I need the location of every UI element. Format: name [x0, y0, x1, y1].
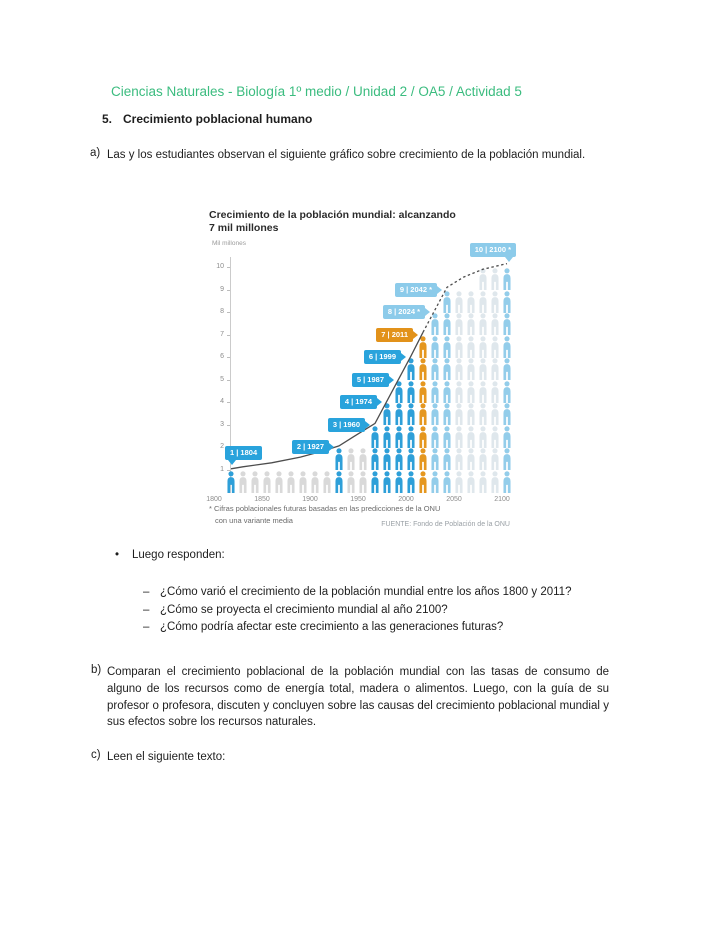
background-person-icon [478, 358, 488, 380]
item-a-label: a) [90, 147, 101, 159]
background-person-icon [358, 448, 368, 470]
background-person-icon [454, 291, 464, 313]
milestone-person-icon-2024 [430, 403, 440, 425]
item-b-label: b) [91, 664, 102, 676]
bubble-tip [413, 331, 418, 339]
milestone-person-icon-2100 [502, 358, 512, 380]
milestone-person-icon-1999 [406, 471, 416, 493]
page-title: Ciencias Naturales - Biología 1º medio / Unidad 2 / OA5 / Actividad 5 [111, 84, 522, 99]
y-tick-mark [227, 335, 230, 336]
milestone-person-icon-2100 [502, 403, 512, 425]
bubble-tip [377, 398, 382, 406]
milestone-person-icon-1987 [394, 426, 404, 448]
background-person-icon [478, 448, 488, 470]
background-person-icon [454, 471, 464, 493]
milestone-person-icon-1987 [394, 381, 404, 403]
milestone-person-icon-2011 [418, 448, 428, 470]
milestone-bubble-2011: 7 | 2011 [376, 328, 413, 342]
background-person-icon [466, 313, 476, 335]
y-tick-mark [227, 312, 230, 313]
milestone-person-icon-2100 [502, 381, 512, 403]
milestone-person-icon-1960 [370, 471, 380, 493]
bubble-tip [329, 443, 334, 451]
bubble-tip [228, 460, 236, 465]
y-tick-mark [227, 267, 230, 268]
milestone-person-icon-2024 [430, 336, 440, 358]
background-person-icon [346, 471, 356, 493]
background-person-icon [466, 358, 476, 380]
milestone-person-icon-1999 [406, 426, 416, 448]
bullet-text: Luego responden: [132, 549, 225, 561]
y-tick-label: 9 [220, 285, 224, 293]
milestone-bubble-1974: 4 | 1974 [340, 395, 377, 409]
chart-footnote-line2: con una variante media [215, 516, 293, 525]
milestone-person-icon-1974 [382, 426, 392, 448]
background-person-icon [478, 426, 488, 448]
dash-marker: – [143, 621, 150, 633]
chart-title [209, 209, 456, 234]
item-c-label: c) [91, 749, 101, 761]
background-person-icon [490, 336, 500, 358]
background-person-icon [490, 313, 500, 335]
y-tick-mark [227, 402, 230, 403]
milestone-person-icon-2100 [502, 336, 512, 358]
dash-marker: – [143, 603, 150, 616]
milestone-person-icon-1987 [394, 471, 404, 493]
milestone-person-icon-1974 [382, 403, 392, 425]
x-tick-label: 2100 [494, 496, 510, 503]
background-person-icon [454, 336, 464, 358]
milestone-person-icon-1960 [370, 448, 380, 470]
milestone-person-icon-1974 [382, 448, 392, 470]
question-item [143, 619, 615, 637]
milestone-person-icon-2100 [502, 426, 512, 448]
bubble-tip [389, 376, 394, 384]
activity-title: Crecimiento poblacional humano [123, 112, 313, 126]
y-tick-label: 6 [220, 353, 224, 360]
milestone-person-icon-2042 [442, 448, 452, 470]
background-person-icon [478, 313, 488, 335]
milestone-bubble-1927: 2 | 1927 [292, 440, 329, 454]
y-tick-label: 7 [220, 330, 224, 338]
milestone-person-icon-2042 [442, 313, 452, 335]
y-tick-label: 2 [220, 443, 224, 450]
milestone-person-icon-1927 [334, 448, 344, 470]
milestone-bubble-1987: 5 | 1987 [352, 373, 389, 387]
y-tick-mark [227, 380, 230, 381]
milestone-person-icon-2100 [502, 268, 512, 290]
background-person-icon [274, 471, 284, 493]
background-person-icon [454, 426, 464, 448]
chart-title-line1: Crecimiento de la población mundial: alcanzando [209, 209, 456, 221]
background-person-icon [358, 471, 368, 493]
milestone-bubble-2042: 9 | 2042 * [395, 283, 437, 297]
milestone-person-icon-2011 [418, 426, 428, 448]
milestone-person-icon-1974 [382, 471, 392, 493]
milestone-person-icon-1999 [406, 448, 416, 470]
milestone-person-icon-1987 [394, 448, 404, 470]
milestone-person-icon-2011 [418, 403, 428, 425]
milestone-person-icon-2042 [442, 403, 452, 425]
background-person-icon [250, 471, 260, 493]
item-b-text: Comparan el crecimiento poblacional de la población mundial con las tasas de consumo de alguno de los recursos como de energía total, madera o alimentos. Luego, con la guía de su profesor o profesora, discuten y concluyen sobre las causas del crecimiento poblacional mundial y sus efectos sobre los recursos naturales. [107, 666, 609, 729]
background-person-icon [466, 291, 476, 313]
milestone-person-icon-1960 [370, 426, 380, 448]
milestone-person-icon-2042 [442, 426, 452, 448]
y-tick-label: 1 [220, 465, 224, 473]
background-person-icon [466, 471, 476, 493]
background-person-icon [466, 381, 476, 403]
milestone-person-icon-2011 [418, 381, 428, 403]
milestone-bubble-1804: 1 | 1804 [225, 446, 262, 460]
question-text: ¿Cómo podría afectar este crecimiento a las generaciones futuras? [160, 621, 504, 633]
bubble-tip [437, 286, 442, 294]
milestone-person-icon-1999 [406, 381, 416, 403]
milestone-person-icon-1804 [226, 471, 236, 493]
chart-source: FUENTE: Fondo de Población de la ONU [381, 521, 510, 528]
x-tick-label: 1900 [302, 496, 318, 503]
item-a-text: Las y los estudiantes observan el siguiente gráfico sobre crecimiento de la población mundial. [107, 149, 586, 161]
bubble-tip [401, 353, 406, 361]
background-person-icon [262, 471, 272, 493]
background-person-icon [478, 291, 488, 313]
x-tick-label: 1950 [350, 496, 366, 503]
milestone-person-icon-2100 [502, 291, 512, 313]
background-person-icon [322, 471, 332, 493]
background-person-icon [478, 381, 488, 403]
activity-heading [102, 112, 312, 126]
population-growth-chart [207, 207, 512, 538]
y-tick-label: 3 [220, 420, 224, 428]
bubble-tip [365, 421, 370, 429]
milestone-person-icon-2011 [418, 471, 428, 493]
milestone-person-icon-2024 [430, 358, 440, 380]
background-person-icon [490, 471, 500, 493]
background-person-icon [478, 268, 488, 290]
background-person-icon [454, 403, 464, 425]
milestone-bubble-1960: 3 | 1960 [328, 418, 365, 432]
question-item [143, 602, 615, 620]
background-person-icon [490, 381, 500, 403]
x-tick-label: 2050 [446, 496, 462, 503]
question-text: ¿Cómo varió el crecimiento de la población mundial entre los años 1800 y 2011? [160, 586, 572, 598]
background-person-icon [490, 403, 500, 425]
milestone-person-icon-2042 [442, 471, 452, 493]
chart-footnote-line1: * Cifras poblacionales futuras basadas en las predicciones de la ONU [209, 504, 441, 513]
background-person-icon [490, 358, 500, 380]
milestone-person-icon-2024 [430, 381, 440, 403]
milestone-person-icon-2024 [430, 471, 440, 493]
y-tick-mark [227, 425, 230, 426]
background-person-icon [346, 448, 356, 470]
background-person-icon [454, 313, 464, 335]
dash-marker: – [143, 586, 150, 598]
milestone-person-icon-2042 [442, 358, 452, 380]
y-tick-label: 10 [216, 263, 224, 270]
background-person-icon [298, 471, 308, 493]
background-person-icon [466, 336, 476, 358]
x-tick-label: 1800 [206, 496, 222, 503]
y-axis-label: Mil millones [212, 240, 246, 247]
milestone-person-icon-2042 [442, 291, 452, 313]
background-person-icon [310, 471, 320, 493]
milestone-person-icon-1927 [334, 471, 344, 493]
milestone-person-icon-2024 [430, 426, 440, 448]
item-c-text: Leen el siguiente texto: [107, 751, 226, 763]
milestone-bubble-2100: 10 | 2100 * [470, 243, 516, 257]
background-person-icon [478, 336, 488, 358]
y-tick-mark [227, 357, 230, 358]
background-person-icon [490, 291, 500, 313]
background-person-icon [454, 448, 464, 470]
milestone-person-icon-2100 [502, 471, 512, 493]
background-person-icon [478, 403, 488, 425]
chart-title-line2: 7 mil millones [209, 221, 279, 234]
milestone-person-icon-2024 [430, 448, 440, 470]
milestone-person-icon-2011 [418, 358, 428, 380]
background-person-icon [286, 471, 296, 493]
background-person-icon [454, 358, 464, 380]
background-person-icon [490, 426, 500, 448]
milestone-person-icon-1999 [406, 358, 416, 380]
bullet-marker: • [115, 549, 120, 561]
background-person-icon [466, 426, 476, 448]
background-person-icon [466, 403, 476, 425]
question-list [143, 584, 615, 637]
milestone-person-icon-2042 [442, 381, 452, 403]
background-person-icon [478, 471, 488, 493]
background-person-icon [454, 381, 464, 403]
background-person-icon [466, 448, 476, 470]
x-tick-label: 1850 [254, 496, 270, 503]
milestone-person-icon-2100 [502, 313, 512, 335]
milestone-person-icon-1999 [406, 403, 416, 425]
y-tick-label: 5 [220, 375, 224, 383]
milestone-person-icon-2100 [502, 448, 512, 470]
background-person-icon [490, 268, 500, 290]
milestone-person-icon-1987 [394, 403, 404, 425]
milestone-bubble-2024: 8 | 2024 * [383, 305, 425, 319]
y-tick-label: 8 [220, 308, 224, 315]
milestone-person-icon-2042 [442, 336, 452, 358]
bubble-tip [505, 257, 513, 262]
activity-number: 5. [102, 112, 113, 126]
question-text: ¿Cómo se proyecta el crecimiento mundial al año 2100? [160, 603, 448, 616]
milestone-person-icon-2024 [430, 313, 440, 335]
y-tick-mark [227, 290, 230, 291]
question-item [143, 584, 615, 602]
background-person-icon [490, 448, 500, 470]
bubble-tip [425, 308, 430, 316]
y-tick-label: 4 [220, 398, 224, 405]
milestone-bubble-1999: 6 | 1999 [364, 350, 401, 364]
x-tick-label: 2000 [398, 496, 414, 503]
background-person-icon [238, 471, 248, 493]
milestone-person-icon-2011 [418, 336, 428, 358]
